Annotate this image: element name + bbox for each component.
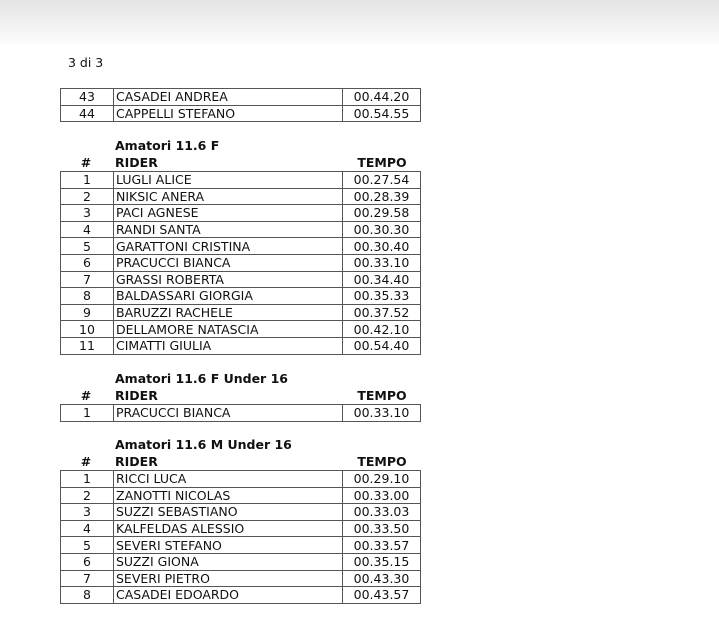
table-row <box>61 487 421 504</box>
row-time: 00.33.10 <box>343 254 421 271</box>
row-time: 00.29.10 <box>343 471 421 488</box>
row-time: 00.44.20 <box>343 89 421 106</box>
table-row <box>61 405 421 422</box>
row-time: 00.30.30 <box>343 221 421 238</box>
table-header <box>60 453 421 470</box>
results-table <box>60 88 421 122</box>
table-row <box>61 238 421 255</box>
row-position: 43 <box>61 89 114 106</box>
row-time: 00.37.52 <box>343 304 421 321</box>
row-position: 7 <box>61 271 114 288</box>
row-time: 00.33.00 <box>343 487 421 504</box>
results-section-amatori-f <box>60 138 421 355</box>
row-time: 00.29.58 <box>343 205 421 222</box>
row-rider-name: KALFELDAS ALESSIO <box>114 520 343 537</box>
table-row <box>61 504 421 521</box>
row-time: 00.33.10 <box>343 405 421 422</box>
table-header <box>60 154 421 171</box>
row-position: 5 <box>61 537 114 554</box>
row-position: 1 <box>61 405 114 422</box>
results-table-body <box>61 89 421 122</box>
results-table <box>60 404 421 422</box>
viewer-top-shade <box>0 0 719 48</box>
row-rider-name: RANDI SANTA <box>114 221 343 238</box>
table-row <box>61 205 421 222</box>
table-row <box>61 105 421 122</box>
page-counter: 3 di 3 <box>68 55 104 70</box>
row-rider-name: PRACUCCI BIANCA <box>114 254 343 271</box>
section-title: Amatori 11.6 M Under 16 <box>115 437 292 452</box>
header-position: # <box>80 454 92 469</box>
row-position: 6 <box>61 553 114 570</box>
table-row <box>61 471 421 488</box>
table-row <box>61 570 421 587</box>
row-rider-name: GRASSI ROBERTA <box>114 271 343 288</box>
row-position: 2 <box>61 487 114 504</box>
row-position: 1 <box>61 471 114 488</box>
table-row <box>61 188 421 205</box>
row-rider-name: CASADEI ANDREA <box>114 89 343 106</box>
row-rider-name: ZANOTTI NICOLAS <box>114 487 343 504</box>
row-position: 2 <box>61 188 114 205</box>
row-position: 1 <box>61 172 114 189</box>
table-row <box>61 321 421 338</box>
row-position: 6 <box>61 254 114 271</box>
results-table-body <box>61 405 421 422</box>
row-time: 00.43.30 <box>343 570 421 587</box>
row-rider-name: SEVERI PIETRO <box>114 570 343 587</box>
row-time: 00.33.57 <box>343 537 421 554</box>
header-tempo: TEMPO <box>357 155 407 170</box>
header-position: # <box>80 155 92 170</box>
row-time: 00.35.15 <box>343 553 421 570</box>
row-rider-name: BALDASSARI GIORGIA <box>114 288 343 305</box>
table-row <box>61 172 421 189</box>
header-rider: RIDER <box>115 388 158 403</box>
table-row <box>61 520 421 537</box>
row-time: 00.35.33 <box>343 288 421 305</box>
row-time: 00.54.55 <box>343 105 421 122</box>
table-row <box>61 304 421 321</box>
results-section-amatori-m-under16 <box>60 437 421 604</box>
row-position: 44 <box>61 105 114 122</box>
table-header <box>60 387 421 404</box>
results-table-body <box>61 471 421 604</box>
row-rider-name: PACI AGNESE <box>114 205 343 222</box>
row-rider-name: GARATTONI CRISTINA <box>114 238 343 255</box>
table-row <box>61 288 421 305</box>
row-position: 4 <box>61 520 114 537</box>
row-rider-name: CASADEI EDOARDO <box>114 587 343 604</box>
row-rider-name: CIMATTI GIULIA <box>114 337 343 354</box>
row-position: 5 <box>61 238 114 255</box>
row-rider-name: RICCI LUCA <box>114 471 343 488</box>
row-time: 00.30.40 <box>343 238 421 255</box>
row-position: 8 <box>61 587 114 604</box>
row-rider-name: PRACUCCI BIANCA <box>114 405 343 422</box>
table-row <box>61 553 421 570</box>
row-rider-name: SUZZI SEBASTIANO <box>114 504 343 521</box>
table-row <box>61 89 421 106</box>
row-time: 00.54.40 <box>343 337 421 354</box>
row-time: 00.43.57 <box>343 587 421 604</box>
table-row <box>61 587 421 604</box>
table-row <box>61 537 421 554</box>
header-rider: RIDER <box>115 454 158 469</box>
row-time: 00.42.10 <box>343 321 421 338</box>
table-row <box>61 254 421 271</box>
row-rider-name: SUZZI GIONA <box>114 553 343 570</box>
header-tempo: TEMPO <box>357 388 407 403</box>
results-table-body <box>61 172 421 355</box>
results-table <box>60 171 421 355</box>
table-row <box>61 271 421 288</box>
row-position: 7 <box>61 570 114 587</box>
row-rider-name: NIKSIC ANERA <box>114 188 343 205</box>
row-position: 9 <box>61 304 114 321</box>
row-position: 11 <box>61 337 114 354</box>
row-time: 00.33.03 <box>343 504 421 521</box>
row-time: 00.33.50 <box>343 520 421 537</box>
results-section-amatori-f-under16 <box>60 371 421 422</box>
header-rider: RIDER <box>115 155 158 170</box>
row-rider-name: BARUZZI RACHELE <box>114 304 343 321</box>
row-time: 00.28.39 <box>343 188 421 205</box>
row-rider-name: SEVERI STEFANO <box>114 537 343 554</box>
row-position: 10 <box>61 321 114 338</box>
row-position: 3 <box>61 205 114 222</box>
section-title: Amatori 11.6 F <box>115 138 220 153</box>
row-rider-name: LUGLI ALICE <box>114 172 343 189</box>
header-position: # <box>80 388 92 403</box>
row-position: 3 <box>61 504 114 521</box>
row-time: 00.34.40 <box>343 271 421 288</box>
section-title: Amatori 11.6 F Under 16 <box>115 371 288 386</box>
header-tempo: TEMPO <box>357 454 407 469</box>
row-position: 8 <box>61 288 114 305</box>
row-rider-name: DELLAMORE NATASCIA <box>114 321 343 338</box>
row-rider-name: CAPPELLI STEFANO <box>114 105 343 122</box>
table-row <box>61 221 421 238</box>
row-time: 00.27.54 <box>343 172 421 189</box>
row-position: 4 <box>61 221 114 238</box>
results-section-continued <box>60 88 421 122</box>
table-row <box>61 337 421 354</box>
results-table <box>60 470 421 604</box>
